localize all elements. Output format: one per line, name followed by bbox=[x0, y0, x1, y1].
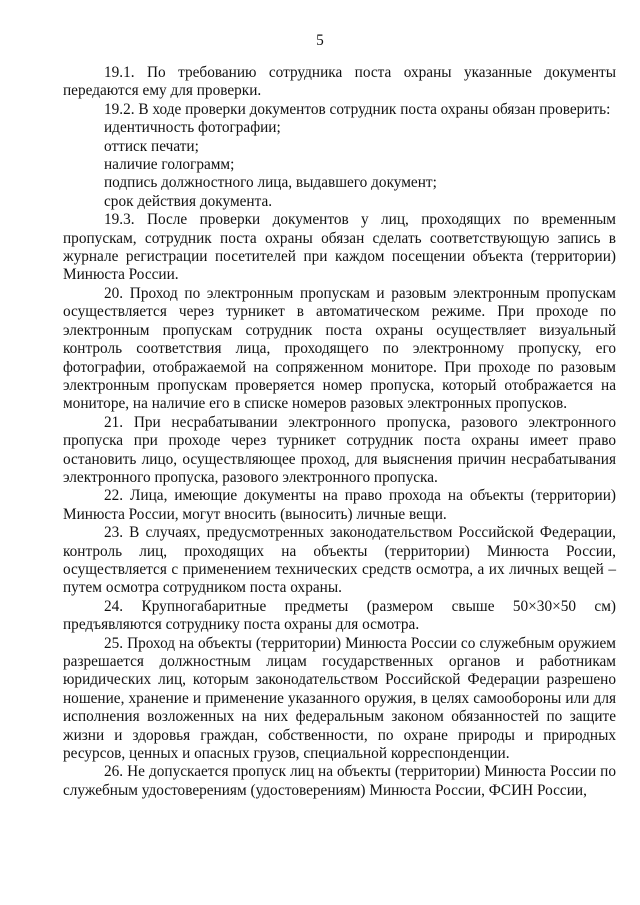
paragraph-26: 26. Не допускается пропуск лиц на объекты (территории) Минюста России по служебным удостоверениям (удостоверениям) Минюста России, ФСИН России, bbox=[63, 763, 616, 799]
paragraph-21: 21. При несрабатывании электронного пропуска, разового электронного пропуска при проходе через турникет сотрудник поста охраны имеет право остановить лицо, осуществляющее проход, для выяснения причин несрабатывания электронного пропуска, разового электронного пропуска. bbox=[63, 413, 616, 486]
checklist-item: наличие голограмм; bbox=[104, 156, 235, 174]
checklist-item: идентичность фотографии; bbox=[104, 119, 281, 137]
document-body bbox=[63, 64, 616, 800]
paragraph-19-3: 19.3. После проверки документов у лиц, проходящих по временным пропускам, сотрудник поста охраны обязан сделать соответствующую запись в журнале регистрации посетителей при каждом посещении объекта (территории) Минюста России. bbox=[63, 211, 616, 284]
paragraph-20: 20. Проход по электронным пропускам и разовым электронным пропускам осуществляется через турникет в автоматическом режиме. При проходе по электронным пропускам сотрудник поста охраны осуществляет визуальный контроль соответствия лица, проходящего по электронному пропуску, его фотографии, отображаемой на сопряженном мониторе. При проходе по разовым электронным пропускам проверяется номер пропуска, который отображается на мониторе, на наличие его в списке номеров разовых электронных пропусков. bbox=[63, 284, 616, 413]
paragraph-19-2: 19.2. В ходе проверки документов сотрудник поста охраны обязан проверить: bbox=[104, 100, 611, 118]
paragraph-22: 22. Лица, имеющие документы на право прохода на объекты (территории) Минюста России, могут вносить (выносить) личные вещи. bbox=[63, 487, 616, 523]
page-number: 5 bbox=[316, 32, 324, 49]
verification-checklist bbox=[63, 119, 616, 211]
paragraph-19-1: 19.1. По требованию сотрудника поста охраны указанные документы передаются ему для проверки. bbox=[63, 64, 616, 100]
paragraph-24: 24. Крупногабаритные предметы (размером свыше 50×30×50 см) предъявляются сотруднику поста охраны для осмотра. bbox=[63, 597, 616, 634]
paragraph-23: 23. В случаях, предусмотренных законодательством Российской Федерации, контроль лиц, проходящих на объекты (территории) Минюста России, осуществляется с применением технических средств осмотра, а их личных вещей – путем осмотра сотрудником поста охраны. bbox=[63, 524, 616, 597]
checklist-item: срок действия документа. bbox=[104, 192, 273, 210]
checklist-item: оттиск печати; bbox=[104, 137, 199, 155]
paragraph-25: 25. Проход на объекты (территории) Минюста России со служебным оружием разрешается должностным лицам государственных органов и работникам юридических лиц, которым законодательством Российской Федерации разрешено ношение, хранение и применение указанного оружия, в целях самообороны или для исполнения возложенных на них федеральным законом обязанностей по защите жизни и здоровья граждан, собственности, по охране природы и природных ресурсов, ценных и опасных грузов, специальной корреспонденции. bbox=[63, 634, 616, 763]
checklist-item: подпись должностного лица, выдавшего документ; bbox=[104, 174, 437, 192]
